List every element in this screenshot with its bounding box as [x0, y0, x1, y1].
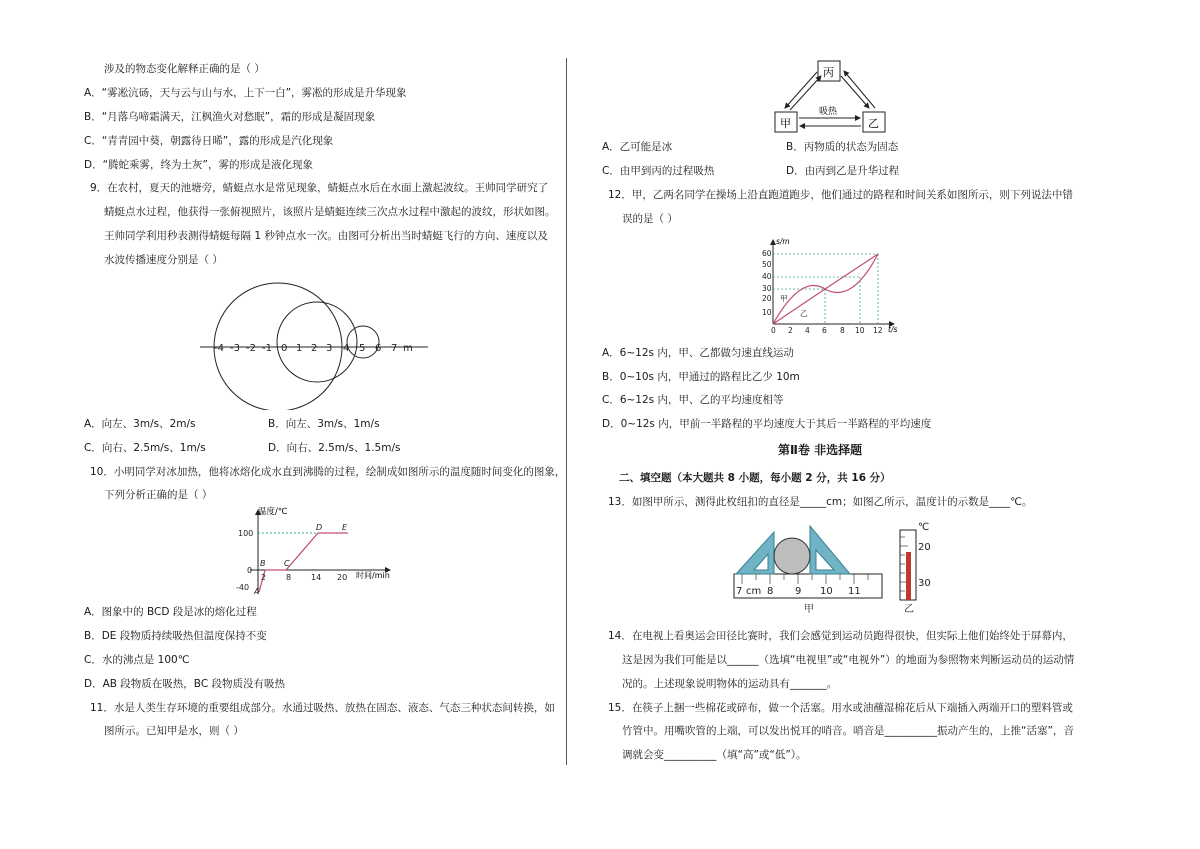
q8-option-b: B．“月落乌啼霜满天，江枫渔火对愁眠”，霜的形成是凝固现象	[84, 111, 376, 123]
q11-arrow-label: 吸热	[819, 107, 838, 117]
q15-line-3: 调就会变__________（填“高”或“低”）。	[622, 749, 807, 761]
q14-line-1: 14．在电视上看奥运会田径比赛时，我们会感觉到运动员跑得很快，但实际上他们始终处于屏幕内，	[608, 630, 1073, 642]
q9-tick: 6	[375, 343, 382, 354]
q10-ytick: -40	[236, 583, 250, 592]
q10-option-b: B．DE 段物质持续吸热但温度保持不变	[84, 630, 267, 642]
q12-ytick: 40	[762, 272, 772, 281]
q11-box-right: 乙	[868, 117, 879, 130]
q9-tick: -2	[246, 343, 256, 354]
part2-subtitle: 二、填空题（本大题共 8 小题，每小题 2 分，共 16 分）	[619, 472, 891, 484]
q10-point-a: A	[254, 587, 260, 596]
q12-option-c: C．6~12s 内，甲、乙的平均速度相等	[602, 394, 784, 406]
q12-ylabel: s/m	[776, 237, 790, 246]
q10-ylabel: 温度/℃	[258, 507, 288, 517]
q9-unit: m	[403, 343, 413, 354]
q9-ripple-figure	[200, 272, 430, 410]
q9-tick: -3	[230, 343, 240, 354]
q10-ytick: 0	[247, 566, 253, 575]
q9-tick: 0	[281, 343, 288, 354]
q12-ytick: 60	[762, 249, 772, 258]
q9-option-d: D．向右、2.5m/s、1.5m/s	[268, 442, 401, 454]
q9-tick: -4	[214, 343, 224, 354]
q10-option-d: D．AB 段物质在吸热，BC 段物质没有吸热	[84, 678, 285, 690]
q8-stem: 涉及的物态变化解释正确的是（ ）	[104, 63, 265, 75]
q8-option-a: A．“雾凇沆砀，天与云与山与水，上下一白”，雾凇的形成是升华现象	[84, 87, 407, 99]
q10-option-a: A．图象中的 BCD 段是冰的熔化过程	[84, 606, 257, 618]
q12-ytick: 50	[762, 260, 772, 269]
q11-box-top: 丙	[823, 66, 834, 79]
q9-tick: 1	[296, 343, 303, 354]
q10-xtick: 2	[261, 573, 267, 582]
q11-option-d: D．由丙到乙是升华过程	[786, 165, 900, 177]
q12-ytick: 20	[762, 294, 772, 303]
q13-text: 13．如图甲所示，测得此枚纽扣的直径是_____cm；如图乙所示，温度计的示数是____℃。	[608, 496, 1033, 508]
q12-ytick: 30	[762, 284, 772, 293]
q12-xtick: 10	[855, 326, 865, 335]
q10-point-b: B	[260, 559, 266, 568]
q12-option-a: A．6~12s 内，甲、乙都做匀速直线运动	[602, 347, 794, 359]
q8-option-d: D．“腾蛇乘雾，终为土灰”，雾的形成是液化现象	[84, 159, 313, 171]
q13-ruler-label: 7	[736, 586, 743, 597]
q11-line-1: 11．水是人类生存环境的重要组成部分。水通过吸热、放热在固态、液态、气态三种状态间转换，如	[90, 702, 555, 714]
q9-option-b: B．向左、3m/s、1m/s	[268, 418, 380, 430]
q10-point-c: C	[284, 559, 290, 568]
q13-ruler-label: 11	[848, 586, 861, 597]
q11-box-left: 甲	[780, 117, 791, 130]
q9-line-1: 9．在农村，夏天的池塘旁，蜻蜓点水是常见现象，蜻蜓点水后在水面上激起波纹。王帅同学研究了	[90, 182, 549, 194]
q13-caption-jia: 甲	[804, 604, 814, 615]
q12-xtick: 2	[788, 326, 793, 335]
q13-ruler-label: 10	[820, 586, 833, 597]
q12-series-label-jia: 甲	[780, 294, 788, 303]
q12-xtick: 12	[873, 326, 883, 335]
column-divider	[566, 58, 567, 765]
q9-tick: 3	[326, 343, 333, 354]
q10-temperature-graph	[228, 504, 398, 600]
q10-xlabel: 时间/min	[356, 571, 390, 580]
q9-tick: 2	[311, 343, 318, 354]
q11-option-c: C．由甲到丙的过程吸热	[602, 165, 715, 177]
q10-ytick: 100	[238, 529, 254, 538]
q10-xtick: 8	[286, 573, 292, 582]
q9-option-a: A．向左、3m/s、2m/s	[84, 418, 196, 430]
q12-xtick: 8	[840, 326, 845, 335]
q9-tick: -1	[262, 343, 272, 354]
q12-distance-time-graph	[756, 234, 906, 336]
q14-line-2: 这是因为我们可能是以______（选填“电视里”或“电视外”）的地面为参照物来判断运动员的运动情	[622, 654, 1075, 666]
q9-tick: 4	[343, 343, 350, 354]
q13-thermo-label: 20	[918, 542, 931, 553]
q9-tick: 7	[391, 343, 398, 354]
q11-state-diagram	[765, 58, 905, 136]
q13-caption-yi: 乙	[904, 604, 914, 615]
q13-thermo-label: 30	[918, 578, 931, 589]
q10-option-c: C．水的沸点是 100℃	[84, 654, 190, 666]
q9-line-3: 王帅同学利用秒表测得蜻蜓每隔 1 秒钟点水一次。由图可分析出当时蜻蜓飞行的方向、速度以及	[104, 230, 548, 242]
q10-xtick: 20	[337, 573, 348, 582]
q15-line-2: 竹管中。用嘴吹管的上端，可以发出悦耳的哨音。哨音是__________振动产生的，上推“活塞”，音	[622, 725, 1074, 737]
q13-ruler-label: 8	[767, 586, 774, 597]
q12-ytick: 10	[762, 308, 772, 317]
q9-option-c: C．向右、2.5m/s、1m/s	[84, 442, 206, 454]
q10-point-d: D	[316, 523, 323, 532]
q9-line-4: 水波传播速度分别是（ ）	[104, 254, 223, 266]
q9-line-2: 蜻蜓点水过程，他获得一张俯视照片，该照片是蜻蜓连续三次点水过程中激起的波纹，形状如图。	[104, 206, 556, 218]
q11-option-a: A．乙可能是冰	[602, 141, 673, 153]
q9-tick: 5	[359, 343, 366, 354]
q13-ruler-label: 9	[795, 586, 802, 597]
q12-xtick: 4	[805, 326, 810, 335]
q15-line-1: 15．在筷子上捆一些棉花或碎布，做一个活塞。用水或油蘸湿棉花后从下端插入两端开口的塑料管或	[608, 702, 1073, 714]
q12-line-2: 误的是（ ）	[622, 213, 678, 225]
q10-line-2: 下列分析正确的是（ ）	[104, 489, 213, 501]
part2-title: 第Ⅱ卷 非选择题	[778, 443, 863, 457]
q10-line-1: 10．小明同学对冰加热，他将冰熔化成水直到沸腾的过程，绘制成如图所示的温度随时间变化的图象，	[90, 466, 566, 478]
q13-figure	[728, 516, 948, 616]
q12-xlabel: t/s	[888, 325, 898, 334]
q12-xtick: 0	[771, 326, 776, 335]
q11-line-2: 图所示。已知甲是水，则（ ）	[104, 725, 244, 737]
q12-option-d: D．0~12s 内，甲前一半路程的平均速度大于其后一半路程的平均速度	[602, 418, 932, 430]
q11-option-b: B．丙物质的状态为固态	[786, 141, 899, 153]
q13-ruler-label: cm	[746, 586, 762, 597]
q12-line-1: 12．甲，乙两名同学在操场上沿直跑道跑步，他们通过的路程和时间关系如图所示，则下列说法中错	[608, 189, 1073, 201]
q12-xtick: 6	[822, 326, 827, 335]
q8-option-c: C．“青青园中葵，朝露待日晞”，露的形成是汽化现象	[84, 135, 334, 147]
q13-thermo-unit: ℃	[918, 522, 930, 533]
q12-option-b: B．0~10s 内，甲通过的路程比乙少 10m	[602, 371, 800, 383]
q12-series-label-yi: 乙	[800, 309, 808, 318]
q14-line-3: 况的。上述现象说明物体的运动具有_______。	[622, 678, 838, 690]
q10-point-e: E	[342, 523, 348, 532]
q10-xtick: 14	[311, 573, 322, 582]
